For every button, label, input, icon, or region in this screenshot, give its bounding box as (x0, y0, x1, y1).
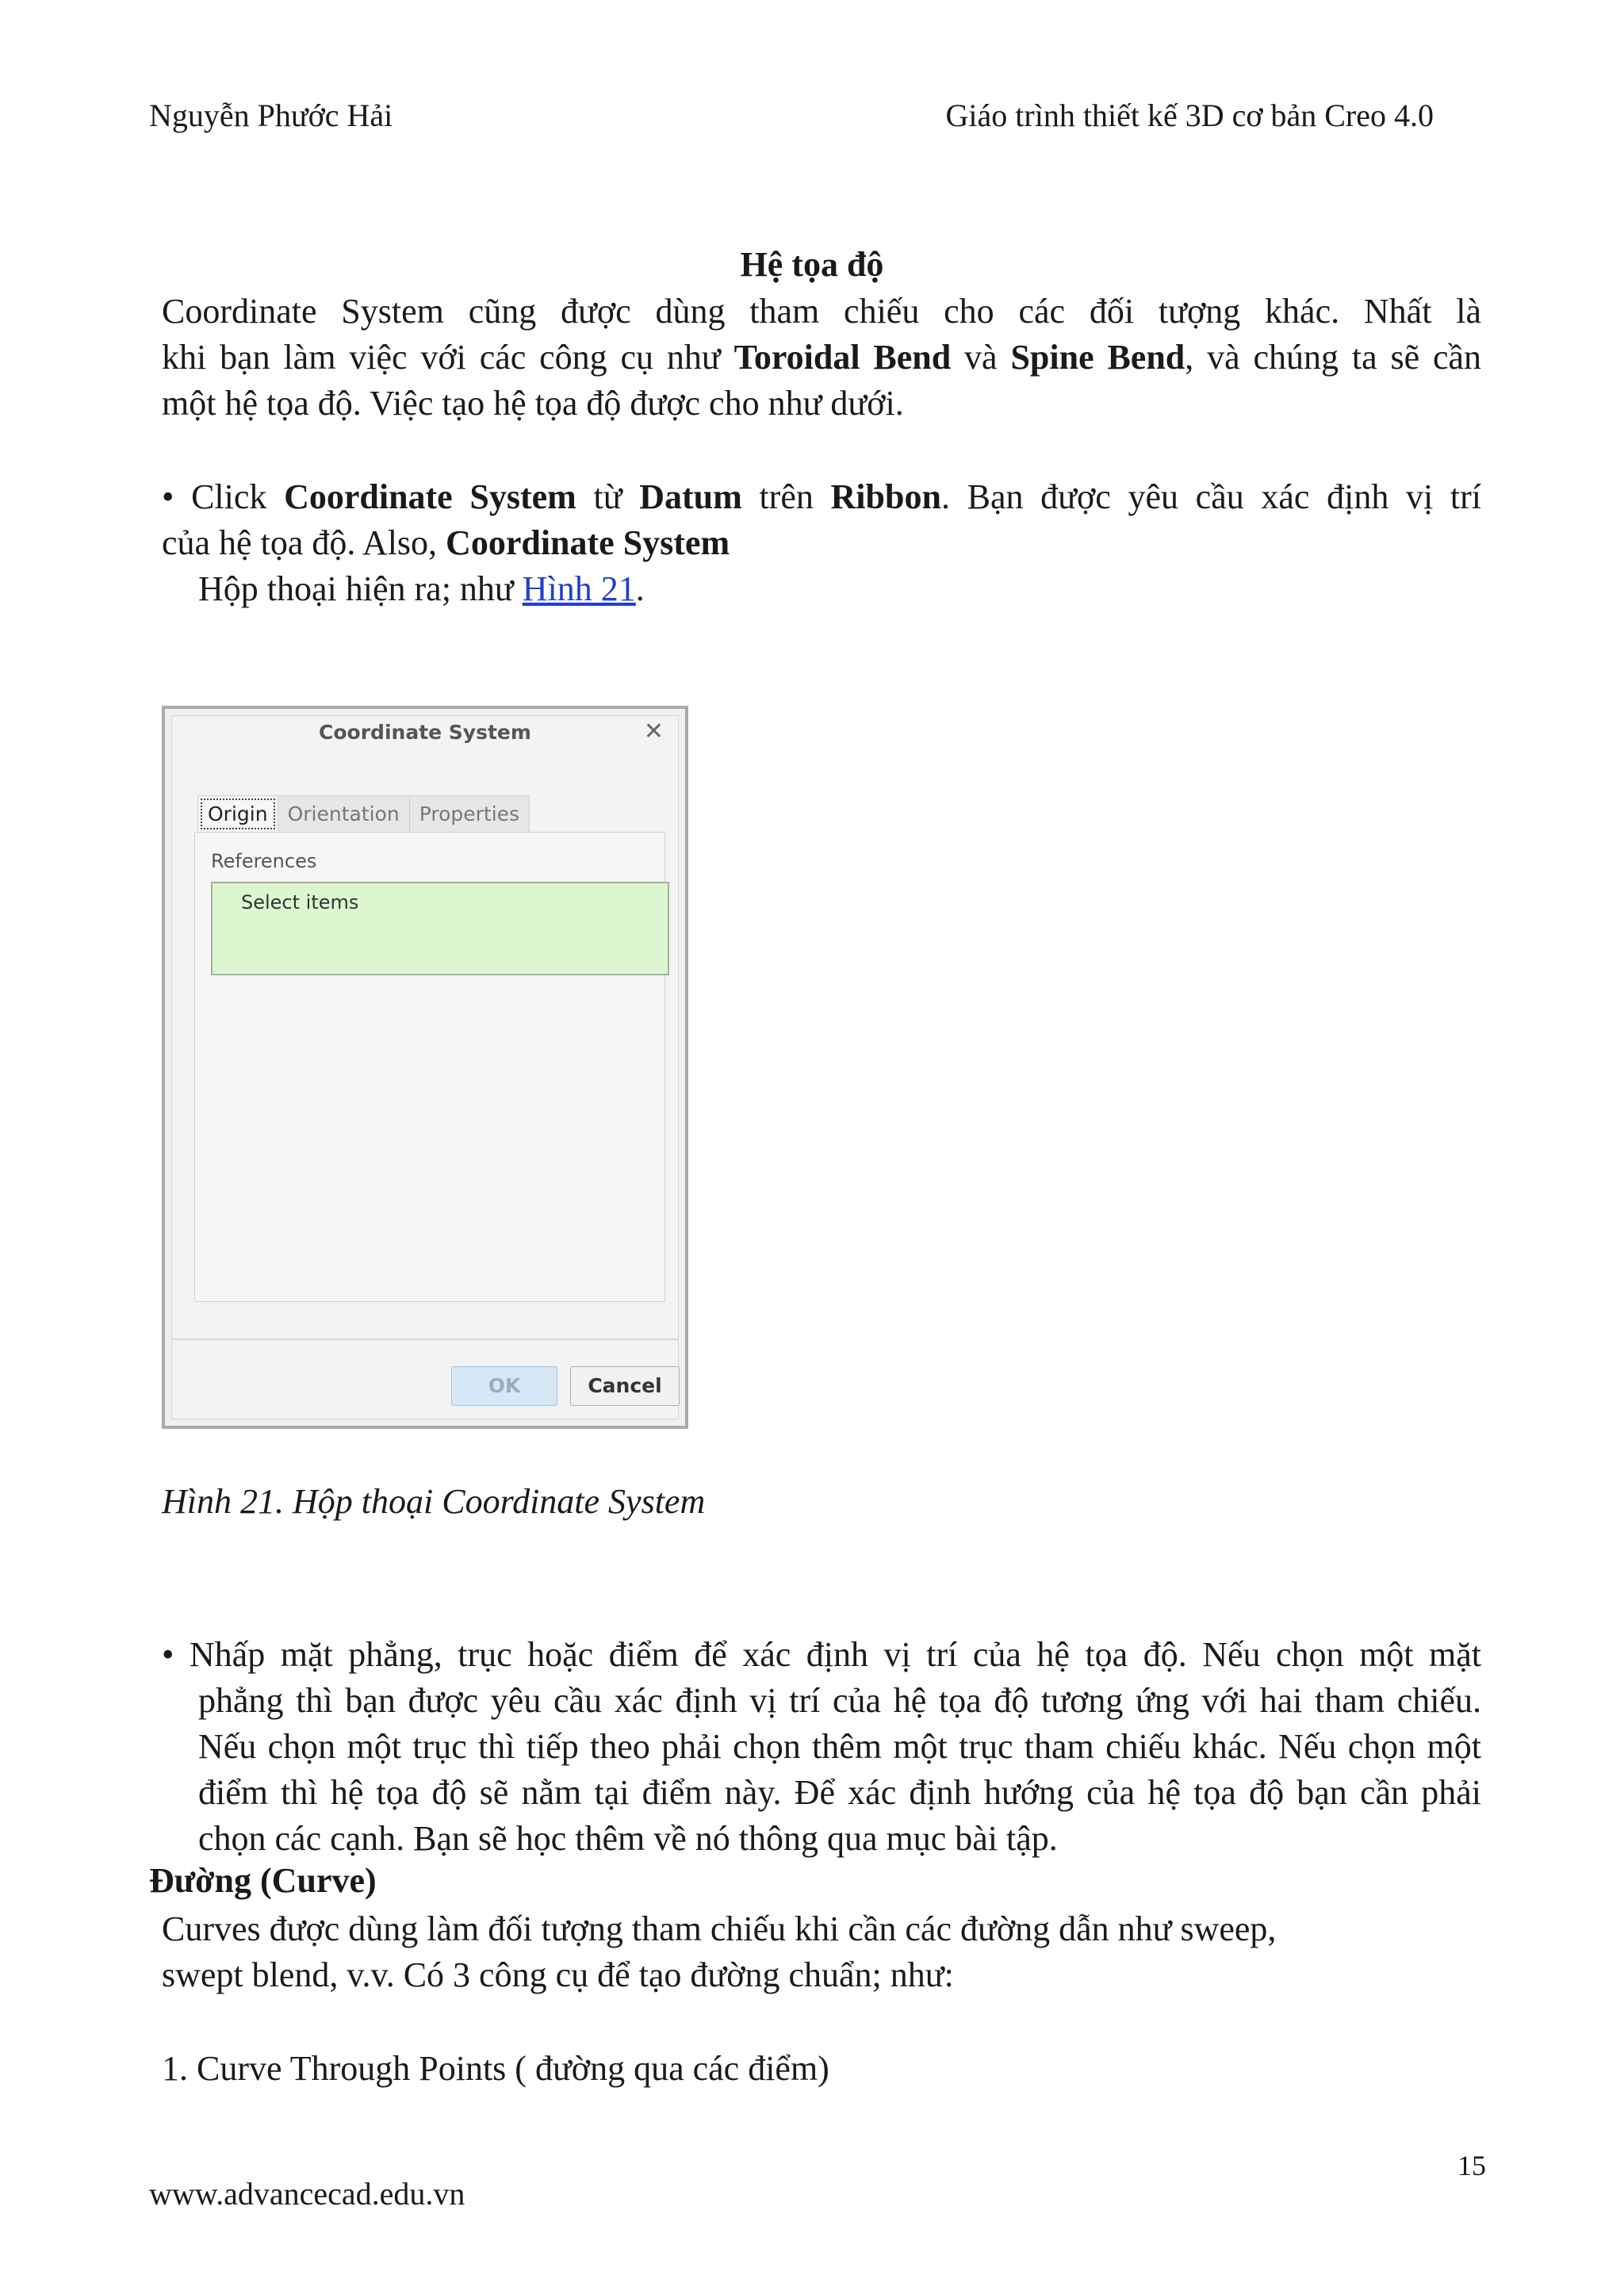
bullet2-line-1: • Nhấp mặt phẳng, trục hoặc điểm để xác định vị trí của hệ tọa độ. Nếu chọn một mặt (162, 1635, 1481, 1674)
bullet1-text: • Click (162, 477, 285, 516)
bullet2-line-2: phẳng thì bạn được yêu cầu xác định vị trí của hệ tọa độ tương ứng với hai tham chiếu. (198, 1681, 1481, 1720)
bullet2-line-5: chọn các cạnh. Bạn sẽ học thêm về nó thông qua mục bài tập. (198, 1819, 1058, 1858)
header-author: Nguyễn Phước Hải (149, 98, 393, 133)
bullet1-text: . Bạn được yêu cầu xác định vị trí (940, 477, 1481, 516)
intro-line-1: Coordinate System cũng được dùng tham chiếu cho các đối tượng khác. Nhất là (162, 292, 1481, 331)
tab-properties[interactable]: Properties (409, 795, 530, 833)
bullet1-text: Hộp thoại hiện ra; như (198, 569, 523, 608)
dialog-title: Coordinate System (319, 721, 531, 744)
term-datum: Datum (639, 477, 742, 516)
close-icon[interactable]: ✕ (643, 718, 664, 745)
term-coordinate-system: Coordinate System (446, 523, 730, 562)
dialog-body (171, 715, 679, 1419)
term-ribbon: Ribbon (830, 477, 941, 516)
ok-button[interactable]: OK (451, 1366, 557, 1406)
cancel-button[interactable]: Cancel (570, 1366, 680, 1406)
figure-21-link[interactable]: Hình 21 (522, 569, 636, 608)
references-label: References (211, 850, 317, 872)
curve-line-2: swept blend, v.v. Có 3 công cụ để tạo đường chuẩn; như: (162, 1955, 954, 1994)
bullet2-line-4: điểm thì hệ tọa độ sẽ nằm tại điểm này. Để xác định hướng của hệ tọa độ bạn cần phải (198, 1773, 1481, 1812)
dialog-tabs (197, 795, 529, 833)
term-spine-bend: Spine Bend (1010, 338, 1185, 377)
origin-tab-panel (194, 832, 665, 1302)
figure-caption: Hình 21. Hộp thoại Coordinate System (162, 1482, 706, 1521)
curve-heading: Đường (Curve) (149, 1861, 377, 1900)
bullet1-text: từ (576, 477, 640, 516)
section-title: Hệ tọa độ (740, 245, 884, 284)
intro-line-2 (162, 335, 1481, 381)
intro-text: khi bạn làm việc với các công cụ như (162, 338, 734, 377)
dialog-divider (172, 1338, 678, 1340)
page-number: 15 (1457, 2150, 1486, 2181)
bullet1-text: trên (741, 477, 831, 516)
intro-text: và (951, 338, 1011, 377)
select-items-placeholder: Select items (241, 891, 359, 913)
intro-text: , và chúng ta sẽ cần (1185, 338, 1481, 377)
tab-orientation[interactable]: Orientation (278, 795, 410, 833)
bullet1-line-2 (162, 520, 1481, 566)
term-toroidal-bend: Toroidal Bend (733, 338, 952, 377)
bullet1-line-1 (162, 474, 1481, 520)
list-item: 1. Curve Through Points ( đường qua các điểm) (162, 2049, 829, 2088)
bullet1-line-3 (198, 566, 1518, 612)
term-coordinate-system: Coordinate System (284, 477, 576, 516)
curve-line-1: Curves được dùng làm đối tượng tham chiếu khi cần các đường dẫn như sweep, (162, 1909, 1277, 1948)
bullet1-text: . (635, 569, 645, 608)
coordinate-system-dialog (162, 706, 688, 1429)
intro-line-3: một hệ tọa độ. Việc tạo hệ tọa độ được cho như dưới. (162, 384, 904, 423)
bullet2-line-3: Nếu chọn một trục thì tiếp theo phải chọn thêm một trục tham chiếu khác. Nếu chọn một (198, 1727, 1481, 1766)
tab-origin[interactable]: Origin (197, 795, 278, 833)
footer-url: www.advancecad.edu.vn (149, 2176, 465, 2212)
references-collector[interactable] (211, 882, 669, 975)
bullet1-text: của hệ tọa độ. Also, (162, 523, 446, 562)
header-book-title: Giáo trình thiết kế 3D cơ bản Creo 4.0 (945, 98, 1434, 133)
